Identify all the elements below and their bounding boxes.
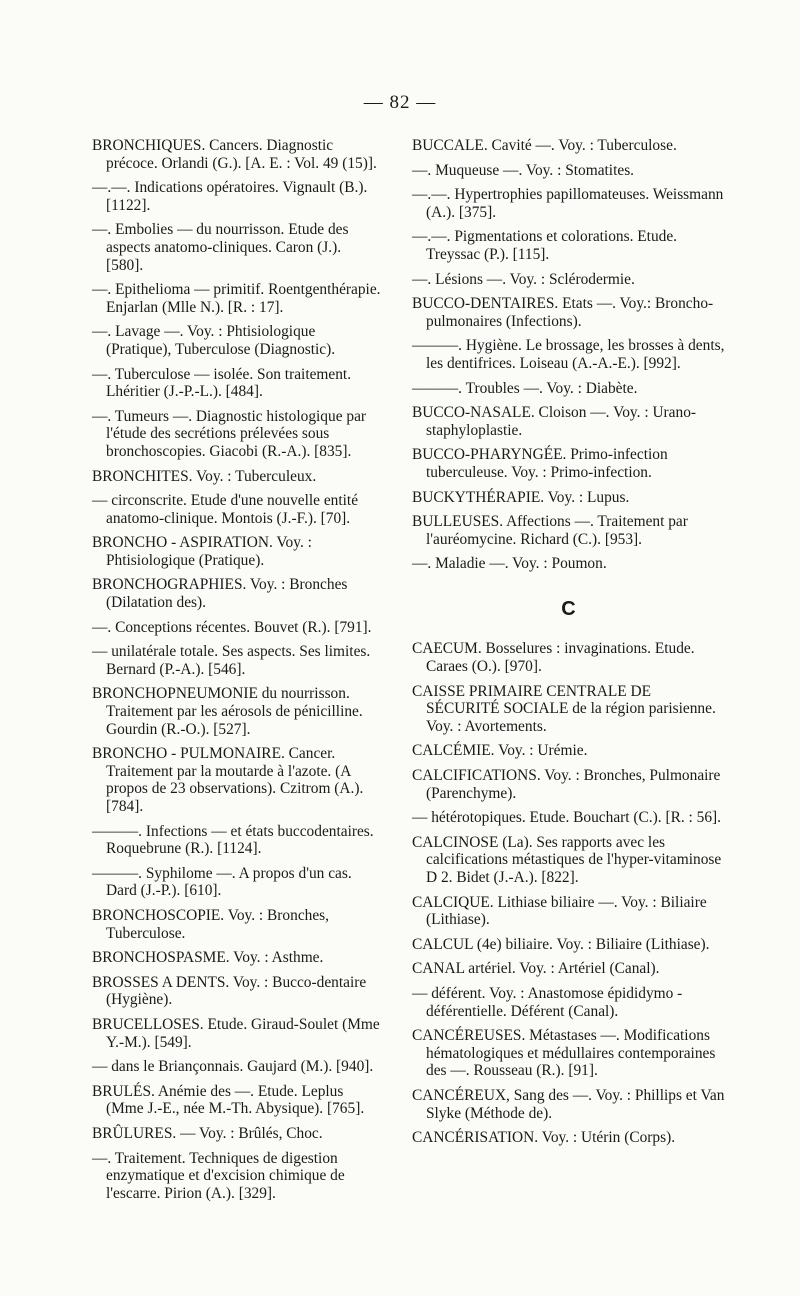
index-entry: —. Tumeurs —. Diagnostic histologique par l'étude des secrétions prélevées sous bronchoscopies. Giacobi (R.-A.). [835]. — [92, 407, 367, 460]
index-entry: CANCÉREUSES. Métastases —. Modifications hématologiques et médullaires contemporaines des —. Rousseau (R.). [91]. — [412, 1027, 716, 1080]
index-entry: BUCKYTHÉRAPIE. Voy. : Lupus. — [412, 488, 630, 506]
index-entry: ———. Syphilome —. A propos d'un cas. Dard (J.-P.). [610]. — [92, 864, 352, 900]
left-column — [92, 137, 382, 1209]
index-entry: ———. Infections — et états buccodentaires. Roquebrune (R.). [1124]. — [92, 822, 374, 858]
index-entry: BRONCHIQUES. Cancers. Diagnostic précoce. Orlandi (G.). [A. E. : Vol. 49 (15)]. — [92, 137, 377, 172]
index-entry: —. Embolies — du nourrisson. Etude des aspects anatomo-cliniques. Caron (J.). [580]. — [92, 221, 349, 274]
index-entry: —. Epithelioma — primitif. Roentgenthérapie. Enjarlan (Mlle N.). [R. : 17]. — [92, 281, 381, 316]
index-entry: CALCIQUE. Lithiase biliaire —. Voy. : Biliaire (Lithiase). — [412, 893, 707, 929]
index-entry: —. Maladie —. Voy. : Poumon. — [412, 555, 607, 573]
index-entry: BRUCELLOSES. Etude. Giraud-Soulet (Mme Y.-M.). [549]. — [92, 1015, 380, 1051]
index-entry: CANAL artériel. Voy. : Artériel (Canal). — [412, 960, 660, 978]
index-entry: —.—. Pigmentations et colorations. Etude. Treyssac (P.). [115]. — [412, 228, 678, 263]
index-entry: BRONCHOGRAPHIES. Voy. : Bronches (Dilatation des). — [92, 576, 348, 612]
index-entry: BRONCHOSPASME. Voy. : Asthme. — [92, 949, 324, 967]
index-entry: BRONCHO - ASPIRATION. Voy. : Phtisiologique (Pratique). — [92, 534, 312, 569]
index-entry: — hétérotopiques. Etude. Bouchart (C.). [R. : 56]. — [412, 809, 722, 827]
page-number: — 82 — — [363, 92, 437, 113]
index-entry: BUCCO-PHARYNGÉE. Primo-infection tuberculeuse. Voy. : Primo-infection. — [412, 446, 668, 481]
index-entry: BRONCHOSCOPIE. Voy. : Bronches, Tuberculose. — [92, 906, 330, 942]
index-entry: —.—. Hypertrophies papillomateuses. Weissmann (A.). [375]. — [412, 186, 724, 221]
index-entry: —. Lavage —. Voy. : Phtisiologique (Pratique), Tuberculose (Diagnostic). — [92, 323, 336, 358]
index-entry: —.—. Indications opératoires. Vignault (B.). [1122]. — [92, 179, 368, 214]
index-entry: — dans le Briançonnais. Gaujard (M.). [940]. — [92, 1058, 374, 1076]
index-entry: BUCCO-DENTAIRES. Etats —. Voy.: Broncho-pulmonaires (Infections). — [412, 295, 714, 330]
index-entry: BRÛLURES. — Voy. : Brûlés, Choc. — [92, 1124, 323, 1142]
index-entry: CANCÉREUX, Sang des —. Voy. : Phillips et Van Slyke (Méthode de). — [412, 1086, 725, 1122]
index-entry: BRONCHITES. Voy. : Tuberculeux. — [92, 467, 317, 485]
index-entry: —. Lésions —. Voy. : Sclérodermie. — [412, 270, 635, 288]
index-entry: BUCCO-NASALE. Cloison —. Voy. : Urano-staphyloplastie. — [412, 404, 697, 439]
index-entry: BULLEUSES. Affections —. Traitement par l'auréomycine. Richard (C.). [953]. — [412, 513, 688, 548]
index-entry: BRONCHOPNEUMONIE du nourrisson. Traitement par les aérosols de pénicilline. Gourdin (R.-O.). [527]. — [92, 685, 363, 738]
index-entry: — circonscrite. Etude d'une nouvelle entité anatomo-clinique. Montois (J.-F.). [70]. — [92, 492, 359, 527]
index-entry: BROSSES A DENTS. Voy. : Bucco-dentaire (Hygiène). — [92, 973, 367, 1009]
index-entry: ———. Hygiène. Le brossage, les brosses à dents, les dentifrices. Loiseau (A.-A.-E.). [992]. — [412, 337, 725, 372]
index-entry: CALCIFICATIONS. Voy. : Bronches, Pulmonaire (Parenchyme). — [412, 767, 721, 802]
index-entry: BUCCALE. Cavité —. Voy. : Tuberculose. — [412, 137, 677, 154]
index-entry: CAISSE PRIMAIRE CENTRALE DE SÉCURITÉ SOCIALE de la région parisienne. Voy. : Avortements. — [412, 682, 716, 735]
index-entry: —. Traitement. Techniques de digestion enzymatique et d'excision chimique de l'escarre. Pirion (A.). [329]. — [92, 1149, 345, 1202]
index-entry: — déférent. Voy. : Anastomose épididymo - déférentielle. Déférent (Canal). — [412, 984, 683, 1020]
index-entry: ———. Troubles —. Voy. : Diabète. — [412, 379, 638, 397]
index-entry: BRULÉS. Anémie des —. Etude. Leplus (Mme J.-E., née M.-Th. Abysique). [765]. — [92, 1082, 365, 1118]
index-entry: CANCÉRISATION. Voy. : Utérin (Corps). — [412, 1129, 676, 1147]
index-entry: CALCUL (4e) biliaire. Voy. : Biliaire (Lithiase). — [412, 935, 710, 953]
index-entry: BRONCHO - PULMONAIRE. Cancer. Traitement par la moutarde à l'azote. (A propos de 23 observations). Czitrom (A.). [784]. — [92, 745, 364, 815]
index-entry: CALCINOSE (La). Ses rapports avec les calcifications métastiques de l'hyper-vitaminose D 2. Bidet (J.-A.). [822]. — [412, 833, 722, 886]
right-column — [412, 137, 725, 1154]
index-entry: —. Muqueuse —. Voy. : Stomatites. — [412, 161, 635, 179]
section-letter: C — [561, 597, 576, 620]
index-entry: —. Tuberculose — isolée. Son traitement. Lhéritier (J.-P.-L.). [484]. — [92, 365, 352, 401]
index-entry: CALCÉMIE. Voy. : Urémie. — [412, 742, 588, 760]
index-entry: —. Conceptions récentes. Bouvet (R.). [791]. — [92, 618, 372, 636]
index-entry: CAECUM. Bosselures : invaginations. Etude. Caraes (O.). [970]. — [412, 640, 695, 676]
index-entry: — unilatérale totale. Ses aspects. Ses limites. Bernard (P.-A.). [546]. — [92, 643, 371, 678]
